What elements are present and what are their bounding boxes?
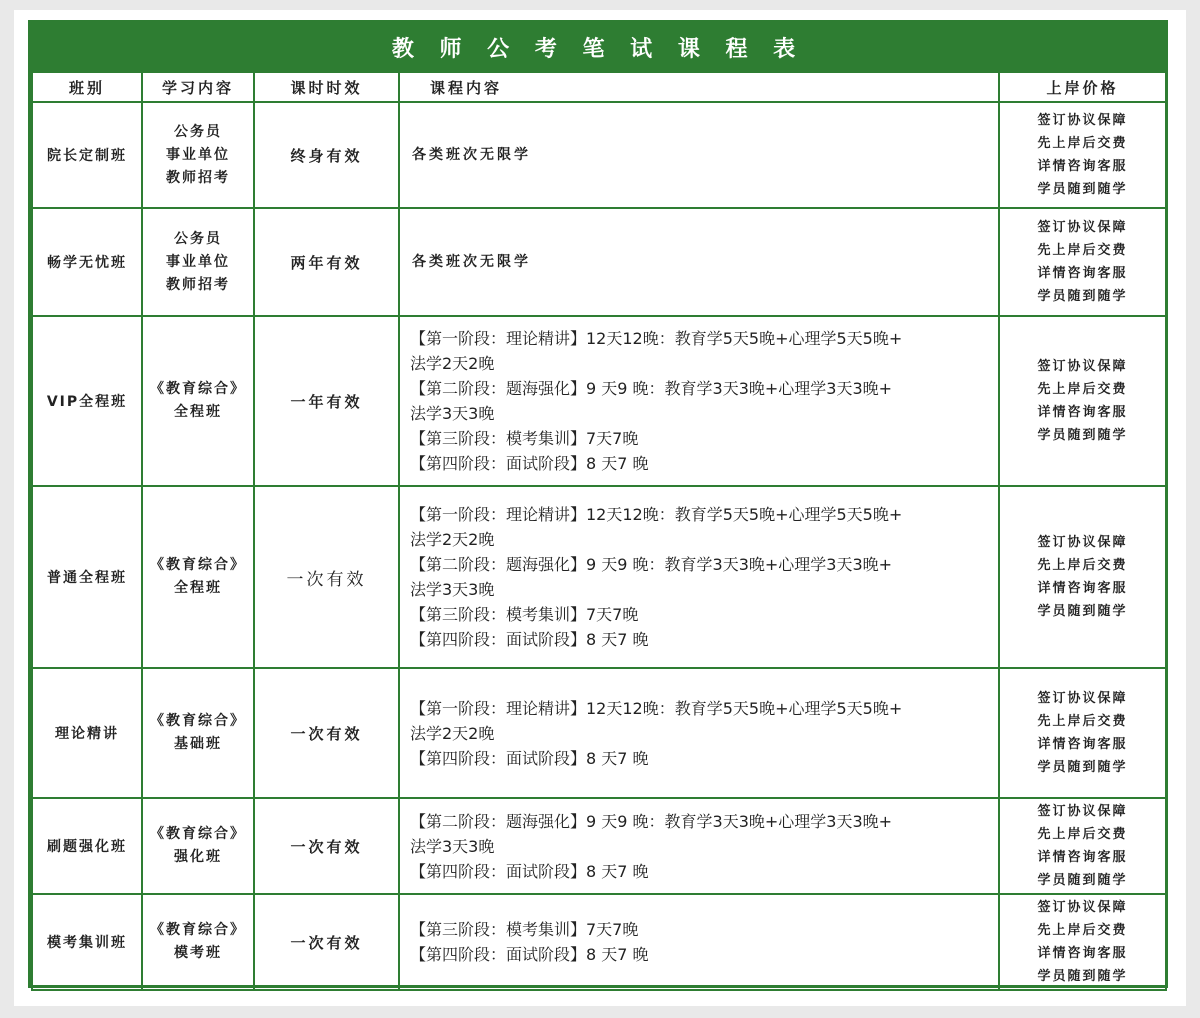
validity: 一次有效 bbox=[254, 668, 399, 798]
study-content bbox=[142, 798, 254, 894]
course-content bbox=[399, 798, 999, 894]
content-line: 【第一阶段：理论精讲】12天12晚：教育学5天5晚+心理学5天5晚+ bbox=[410, 698, 903, 718]
study-line: 公务员 bbox=[174, 230, 222, 247]
study-line: 全程班 bbox=[174, 404, 222, 420]
price-terms bbox=[999, 208, 1166, 316]
header-class: 班别 bbox=[32, 72, 142, 102]
validity: 终身有效 bbox=[254, 102, 399, 208]
class-name: 畅学无忧班 bbox=[32, 208, 142, 316]
price-line: 先上岸后交费 bbox=[1037, 714, 1128, 729]
course-content bbox=[399, 316, 999, 486]
content-line: 【第三阶段：模考集训】7天7晚 bbox=[410, 429, 639, 448]
price-line: 签订协议保障 bbox=[1037, 535, 1128, 550]
price-line: 学员随到随学 bbox=[1037, 428, 1128, 443]
content-line: 【第三阶段：模考集训】7天7晚 bbox=[410, 920, 639, 939]
content-line: 【第一阶段：理论精讲】12天12晚：教育学5天5晚+心理学5天5晚+ bbox=[410, 329, 903, 348]
study-line: 《教育综合》 bbox=[150, 381, 246, 397]
study-line: 《教育综合》 bbox=[150, 713, 246, 729]
price-line: 签订协议保障 bbox=[1037, 359, 1128, 374]
table-title: 教 师 公 考 笔 试 课 程 表 bbox=[31, 23, 1165, 71]
course-content bbox=[399, 208, 999, 316]
content-line: 各类班次无限学 bbox=[412, 253, 531, 270]
content-line: 【第四阶段：面试阶段】8 天7 晚 bbox=[410, 945, 649, 964]
price-line: 学员随到随学 bbox=[1037, 873, 1128, 888]
content-line: 【第四阶段：面试阶段】8 天7 晚 bbox=[410, 748, 649, 768]
study-line: 教师招考 bbox=[166, 276, 230, 293]
header-content: 课程内容 bbox=[399, 72, 999, 102]
validity: 一次有效 bbox=[254, 486, 399, 668]
content-line: 法学2天2晚 bbox=[410, 530, 495, 549]
class-name: 普通全程班 bbox=[32, 486, 142, 668]
price-line: 先上岸后交费 bbox=[1037, 827, 1128, 842]
validity: 一次有效 bbox=[254, 798, 399, 894]
course-table bbox=[31, 71, 1167, 991]
class-name: 理论精讲 bbox=[32, 668, 142, 798]
content-line: 法学3天3晚 bbox=[410, 404, 495, 423]
study-content bbox=[142, 316, 254, 486]
table-row bbox=[32, 102, 1166, 208]
header-validity: 课时时效 bbox=[254, 72, 399, 102]
study-line: 《教育综合》 bbox=[150, 922, 246, 938]
price-line: 详情咨询客服 bbox=[1037, 850, 1128, 865]
price-terms bbox=[999, 668, 1166, 798]
price-line: 签订协议保障 bbox=[1037, 900, 1128, 915]
study-line: 模考班 bbox=[174, 945, 222, 961]
price-line: 先上岸后交费 bbox=[1037, 382, 1128, 397]
study-line: 《教育综合》 bbox=[150, 557, 246, 573]
content-line: 法学2天2晚 bbox=[410, 723, 495, 743]
study-line: 公务员 bbox=[174, 123, 222, 140]
study-line: 强化班 bbox=[174, 849, 222, 865]
price-line: 签订协议保障 bbox=[1037, 804, 1128, 819]
course-content bbox=[399, 486, 999, 668]
content-line: 【第四阶段：面试阶段】8 天7 晚 bbox=[410, 861, 649, 881]
study-line: 全程班 bbox=[174, 580, 222, 596]
price-line: 详情咨询客服 bbox=[1037, 405, 1128, 420]
table-row bbox=[32, 208, 1166, 316]
price-line: 学员随到随学 bbox=[1037, 969, 1128, 984]
study-content bbox=[142, 486, 254, 668]
price-line: 先上岸后交费 bbox=[1037, 923, 1128, 938]
price-terms bbox=[999, 486, 1166, 668]
course-table-frame bbox=[28, 20, 1168, 988]
price-line: 签订协议保障 bbox=[1037, 220, 1128, 235]
table-row bbox=[32, 894, 1166, 990]
price-terms bbox=[999, 894, 1166, 990]
class-name: 刷题强化班 bbox=[32, 798, 142, 894]
table-row bbox=[32, 486, 1166, 668]
price-line: 学员随到随学 bbox=[1037, 289, 1128, 304]
class-name: 模考集训班 bbox=[32, 894, 142, 990]
content-line: 【第二阶段：题海强化】9 天9 晚：教育学3天3晚+心理学3天3晚+ bbox=[410, 811, 893, 831]
study-content bbox=[142, 668, 254, 798]
table-row bbox=[32, 316, 1166, 486]
study-content bbox=[142, 102, 254, 208]
content-line: 法学3天3晚 bbox=[410, 580, 495, 599]
table-row bbox=[32, 668, 1166, 798]
class-name: VIP全程班 bbox=[32, 316, 142, 486]
price-line: 先上岸后交费 bbox=[1037, 558, 1128, 573]
study-content bbox=[142, 208, 254, 316]
content-line: 【第四阶段：面试阶段】8 天7 晚 bbox=[410, 454, 649, 473]
price-line: 学员随到随学 bbox=[1037, 604, 1128, 619]
course-sheet bbox=[14, 10, 1186, 1006]
course-content bbox=[399, 668, 999, 798]
price-line: 学员随到随学 bbox=[1037, 182, 1128, 197]
content-line: 法学3天3晚 bbox=[410, 836, 495, 856]
study-line: 事业单位 bbox=[166, 253, 230, 270]
validity: 一年有效 bbox=[254, 316, 399, 486]
price-terms bbox=[999, 102, 1166, 208]
price-line: 详情咨询客服 bbox=[1037, 266, 1128, 281]
study-line: 基础班 bbox=[174, 736, 222, 752]
price-terms bbox=[999, 316, 1166, 486]
price-line: 先上岸后交费 bbox=[1037, 136, 1128, 151]
content-line: 【第二阶段：题海强化】9 天9 晚：教育学3天3晚+心理学3天3晚+ bbox=[410, 379, 893, 398]
content-line: 【第二阶段：题海强化】9 天9 晚：教育学3天3晚+心理学3天3晚+ bbox=[410, 555, 893, 574]
study-line: 《教育综合》 bbox=[150, 826, 246, 842]
price-line: 学员随到随学 bbox=[1037, 760, 1128, 775]
price-line: 签订协议保障 bbox=[1037, 113, 1128, 128]
header-row bbox=[32, 72, 1166, 102]
content-line: 【第三阶段：模考集训】7天7晚 bbox=[410, 605, 639, 624]
validity: 两年有效 bbox=[254, 208, 399, 316]
price-terms bbox=[999, 798, 1166, 894]
price-line: 详情咨询客服 bbox=[1037, 159, 1128, 174]
price-line: 先上岸后交费 bbox=[1037, 243, 1128, 258]
class-name: 院长定制班 bbox=[32, 102, 142, 208]
price-line: 详情咨询客服 bbox=[1037, 737, 1128, 752]
price-line: 详情咨询客服 bbox=[1037, 946, 1128, 961]
price-line: 详情咨询客服 bbox=[1037, 581, 1128, 596]
study-content bbox=[142, 894, 254, 990]
study-line: 事业单位 bbox=[166, 146, 230, 163]
content-line: 【第四阶段：面试阶段】8 天7 晚 bbox=[410, 630, 649, 649]
header-study: 学习内容 bbox=[142, 72, 254, 102]
price-line: 签订协议保障 bbox=[1037, 691, 1128, 706]
validity: 一次有效 bbox=[254, 894, 399, 990]
course-content bbox=[399, 102, 999, 208]
header-price: 上岸价格 bbox=[999, 72, 1166, 102]
study-line: 教师招考 bbox=[166, 169, 230, 186]
content-line: 【第一阶段：理论精讲】12天12晚：教育学5天5晚+心理学5天5晚+ bbox=[410, 505, 903, 524]
course-content bbox=[399, 894, 999, 990]
table-row bbox=[32, 798, 1166, 894]
content-line: 法学2天2晚 bbox=[410, 354, 495, 373]
content-line: 各类班次无限学 bbox=[412, 146, 531, 163]
